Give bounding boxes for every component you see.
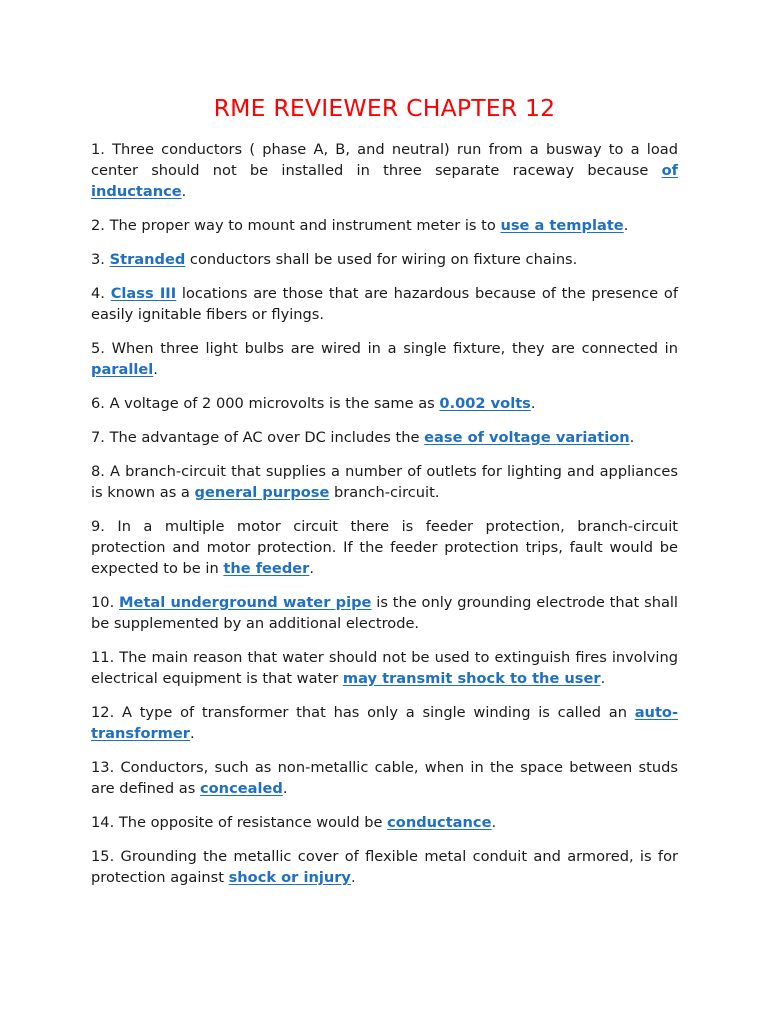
question-text: 15. Grounding the metallic cover of flexible metal conduit and armored, is for protection against <box>91 848 678 886</box>
question-item <box>91 516 678 579</box>
question-item <box>91 427 678 448</box>
answer-link[interactable]: shock or injury <box>228 869 351 886</box>
question-text-end: . <box>153 361 158 378</box>
answer-link[interactable]: the feeder <box>223 560 310 577</box>
question-text-end: . <box>309 560 315 577</box>
question-text: 12. A type of transformer that has only a single winding is called an <box>91 704 635 721</box>
question-item <box>91 393 678 414</box>
question-text: 1. Three conductors ( phase A, B, and neutral) run from a busway to a load center should not be installed in three separate raceway because <box>91 141 678 179</box>
question-text-end: . <box>530 395 536 412</box>
question-item <box>91 461 678 503</box>
question-text: 3. <box>91 251 110 268</box>
question-text: 13. Conductors, such as non-metallic cable, when in the space between studs are defined as <box>91 759 678 797</box>
question-text: 2. The proper way to mount and instrument meter is to <box>91 217 501 234</box>
question-text: 11. The main reason that water should not be used to extinguish fires involving electrical equipment is that water <box>91 649 678 687</box>
question-text: 10. <box>91 594 120 611</box>
answer-link[interactable]: Class III <box>110 285 177 302</box>
question-text-end: locations are those that are hazardous because of the presence of easily ignitable fibers or flyings. <box>91 285 678 323</box>
question-text: 8. A branch-circuit that supplies a number of outlets for lighting and appliances is known as a <box>91 463 678 501</box>
question-text: 6. A voltage of 2 000 microvolts is the same as <box>91 395 440 412</box>
answer-link[interactable]: parallel <box>91 361 154 378</box>
answer-link[interactable]: general purpose <box>194 484 330 501</box>
question-item <box>91 757 678 799</box>
question-text-end: . <box>491 814 497 831</box>
question-item <box>91 592 678 634</box>
document-page <box>91 0 678 901</box>
answer-link[interactable]: concealed <box>200 780 283 797</box>
question-text-end: . <box>600 670 606 687</box>
answer-link[interactable]: 0.002 volts <box>439 395 531 412</box>
question-item <box>91 215 678 236</box>
question-text: 14. The opposite of resistance would be <box>91 814 388 831</box>
answer-link[interactable]: conductance <box>387 814 492 831</box>
question-item <box>91 249 678 270</box>
question-text-end: branch-circuit. <box>329 484 440 501</box>
question-text-end: . <box>629 429 635 446</box>
question-item <box>91 647 678 689</box>
question-text: 9. In a multiple motor circuit there is feeder protection, branch-circuit protection and motor protection. If the feeder protection trips, fault would be expected to be in <box>91 518 678 577</box>
answer-link[interactable]: Metal underground water pipe <box>119 594 372 611</box>
answer-link[interactable]: auto-transformer <box>91 704 678 742</box>
question-item <box>91 702 678 744</box>
page-title: RME REVIEWER CHAPTER 12 <box>213 94 556 122</box>
question-item <box>91 812 678 833</box>
question-text: 5. When three light bulbs are wired in a single fixture, they are connected in <box>91 340 678 357</box>
question-text-end: . <box>350 869 356 886</box>
question-text-end: . <box>282 780 288 797</box>
question-text-end: conductors shall be used for wiring on fixture chains. <box>185 251 578 268</box>
question-item <box>91 338 678 380</box>
question-text-end: . <box>189 725 195 742</box>
question-item <box>91 846 678 888</box>
question-text: 7. The advantage of AC over DC includes the <box>91 429 425 446</box>
answer-link[interactable]: use a template <box>500 217 624 234</box>
question-item <box>91 139 678 202</box>
question-item <box>91 283 678 325</box>
answer-link[interactable]: Stranded <box>109 251 186 268</box>
question-text-end: . <box>623 217 629 234</box>
answer-link[interactable]: ease of voltage variation <box>424 429 630 446</box>
question-list <box>91 139 678 888</box>
question-text-end: . <box>181 183 187 200</box>
answer-link[interactable]: may transmit shock to the user <box>342 670 601 687</box>
question-text-end: is the only grounding electrode that shall be supplemented by an additional electrode. <box>91 594 678 632</box>
question-text: 4. <box>91 285 111 302</box>
answer-link[interactable]: of inductance <box>91 162 678 200</box>
